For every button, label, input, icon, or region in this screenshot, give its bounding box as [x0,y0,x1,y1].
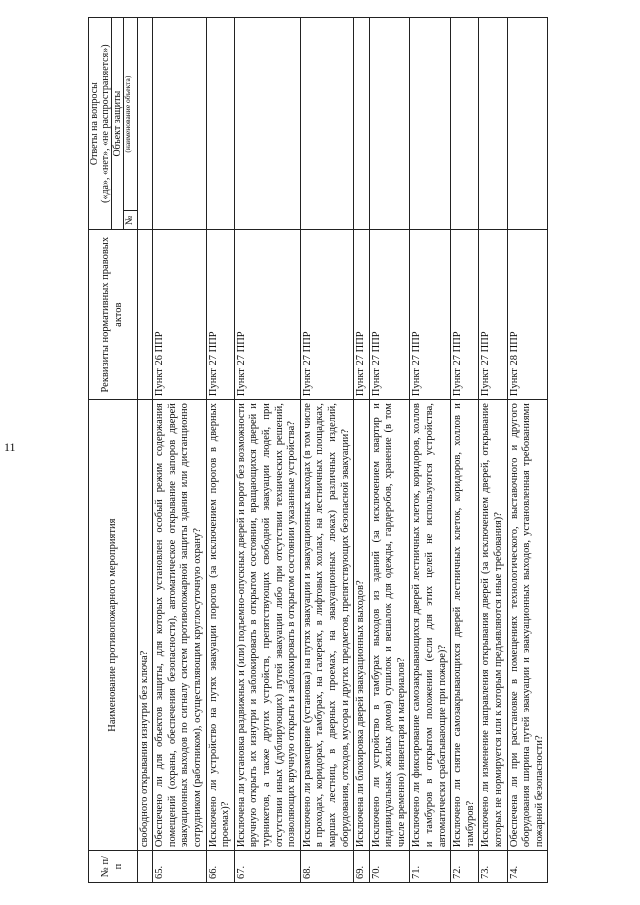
answer-cell[interactable] [410,18,451,230]
row-requisite: Пункт 27 ППР [410,230,451,400]
table-row [153,18,206,883]
row-requisite: Пункт 28 ППР [507,230,548,400]
row-question: свободного открывания изнутри без ключа? [137,400,153,851]
page-number: 11 [4,440,16,454]
header-requisites: Реквизиты нормативных правовых актов [89,230,138,400]
row-num: 65. [153,851,206,883]
table-row [354,18,370,883]
row-num [137,851,153,883]
checklist-table [88,17,548,883]
row-num: 72. [451,851,479,883]
row-num: 73. [479,851,507,883]
row-question: Обеспечена ли при расстановке в помещениях технологического, выставочного и другого оборудования ширина путей эвакуации и эвакуационных выходов, установленная требованиями пожарной безопасности? [507,400,548,851]
answer-cell[interactable] [234,18,300,230]
row-question: Исключена ли установка раздвижных и (или) подъемно-опускных дверей и ворот без возможности вручную открыть их изнутри и заблокировать в открытом состоянии, вращающихся дверей и турникетов, а также других устройств, препятствующих свободной эвакуации людей, при отсутствии иных (дублирующих) путей эвакуации либо при отсутствии технических решений, позволяющих вручную открыть и заблокировать в открытом состоянии указанные устройства? [234,400,300,851]
table-row [300,18,353,883]
object-subheader [123,18,137,229]
row-question: Исключена ли блокировка дверей эвакуационных выходов? [354,400,370,851]
row-requisite: Пункт 27 ППР [451,230,479,400]
protected-object-label: Объект защиты [111,18,123,229]
row-num: 71. [410,851,451,883]
answer-cell[interactable] [137,18,153,230]
row-num: 70. [369,851,410,883]
object-num-label: № [124,210,137,229]
row-requisite [137,230,153,400]
row-requisite: Пункт 27 ППР [479,230,507,400]
row-question: Обеспечено ли для объектов защиты, для которых установлен особый режим содержания помещений (охраны, обеспечения безопасности), автоматическое открывание запоров дверей эвакуационных выходов по сигналу систем противопожарной защиты здания или дистанционно сотрудником (работником), осуществляющим круглосуточную охрану? [153,400,206,851]
row-num: 69. [354,851,370,883]
row-question: Исключено ли устройство на путях эвакуации порогов (за исключением порогов в дверных проемах)? [206,400,234,851]
header-num: № п/п [89,851,138,883]
row-question: Исключено ли изменение направления открывания дверей (за исключением дверей, открывание которых не нормируется или к которым предъявляются иные требования)? [479,400,507,851]
header-answers [89,18,138,230]
row-num: 74. [507,851,548,883]
answer-cell[interactable] [451,18,479,230]
row-requisite: Пункт 27 ППР [206,230,234,400]
answer-cell[interactable] [153,18,206,230]
row-requisite: Пункт 26 ППР [153,230,206,400]
row-num: 68. [300,851,353,883]
object-name-label: (наименование объекта) [123,75,132,153]
row-requisite: Пункт 27 ППР [354,230,370,400]
row-question: Исключено ли снятие самозакрывающихся дверей лестничных клеток, коридоров, холлов и тамбуров? [451,400,479,851]
table-row [369,18,410,883]
table-row [451,18,479,883]
row-num: 66. [206,851,234,883]
answer-cell[interactable] [354,18,370,230]
table-row [410,18,451,883]
row-num: 67. [234,851,300,883]
row-requisite: Пункт 27 ППР [234,230,300,400]
table-row [234,18,300,883]
answer-cell[interactable] [300,18,353,230]
row-question: Исключено ли фиксирование самозакрывающихся дверей лестничных клеток, коридоров, холлов и тамбуров в открытом положении (если для этих целей не используются устройства, автоматически срабатывающие при пожаре)? [410,400,451,851]
row-requisite: Пункт 27 ППР [369,230,410,400]
row-question: Исключено ли устройство в тамбурах выходов из зданий (за исключением квартир и индивидуальных жилых домов) сушилок и вешалок для одежды, гардеробов, хранение (в том числе временно) инвентаря и материалов? [369,400,410,851]
header-row [89,18,138,883]
answer-cell[interactable] [507,18,548,230]
answers-options: («да», «нет», «не распространяется») [100,44,111,203]
table-row [206,18,234,883]
table-row [137,18,153,883]
row-question: Исключено ли размещение (установка) на путях эвакуации и эвакуационных выходах (в том числе в проходах, коридорах, тамбурах, на галереях, в лифтовых холлах, на лестничных площадках, маршах лестниц, в дверных проемах, на эвакуационных люках) различных изделий, оборудования, отходов, мусора и других предметов, препятствующих безопасной эвакуации? [300,400,353,851]
table-row [507,18,548,883]
answer-cell[interactable] [206,18,234,230]
row-requisite: Пункт 27 ППР [300,230,353,400]
answer-cell[interactable] [479,18,507,230]
answer-cell[interactable] [369,18,410,230]
table-row [479,18,507,883]
header-name: Наименование противопожарного мероприятия [89,400,138,851]
answers-title: Ответы на вопросы [89,82,100,166]
